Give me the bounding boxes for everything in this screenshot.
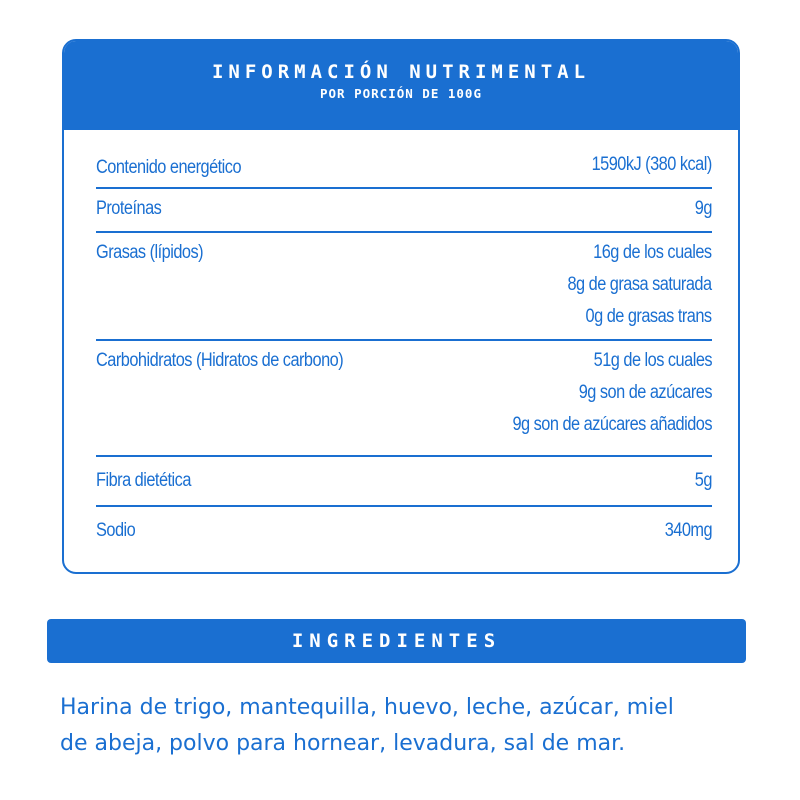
row-label: Sodio bbox=[96, 520, 136, 541]
ingredients-header bbox=[47, 619, 746, 663]
row-value: 9g bbox=[694, 198, 712, 219]
row-label: Grasas (lípidos) bbox=[96, 242, 204, 263]
row-label: Contenido energético bbox=[96, 157, 242, 178]
row-value: 9g son de azúcares añadidos bbox=[512, 414, 712, 435]
nutrition-row-protein bbox=[96, 189, 712, 233]
ingredients-text bbox=[60, 690, 760, 762]
row-value: 5g bbox=[694, 470, 712, 491]
nutrition-row-sodium bbox=[96, 507, 712, 557]
row-value: 0g de grasas trans bbox=[585, 306, 712, 327]
ingredients-line-1: Harina de trigo, mantequilla, huevo, leche, azúcar, miel bbox=[60, 695, 674, 720]
row-value: 8g de grasa saturada bbox=[567, 274, 712, 295]
row-value: 51g de los cuales bbox=[593, 350, 712, 371]
row-value: 340mg bbox=[664, 520, 712, 541]
nutrition-row-fat bbox=[96, 233, 712, 341]
nutrition-panel bbox=[62, 39, 740, 574]
nutrition-header bbox=[64, 41, 738, 130]
ingredients-title: INGREDIENTES bbox=[291, 630, 502, 652]
nutrition-row-fiber bbox=[96, 457, 712, 507]
nutrition-title: INFORMACIÓN NUTRIMENTAL bbox=[211, 61, 591, 83]
row-value: 1590kJ (380 kcal) bbox=[591, 154, 712, 175]
row-label: Proteínas bbox=[96, 198, 162, 219]
nutrition-table bbox=[96, 130, 712, 557]
nutrition-row-energy bbox=[96, 130, 712, 189]
nutrition-subtitle: POR PORCIÓN DE 100G bbox=[320, 86, 482, 101]
row-value: 9g son de azúcares bbox=[578, 382, 712, 403]
row-value: 16g de los cuales bbox=[593, 242, 712, 263]
row-label: Carbohidratos (Hidratos de carbono) bbox=[96, 350, 344, 371]
row-label: Fibra dietética bbox=[96, 470, 191, 491]
ingredients-line-2: de abeja, polvo para hornear, levadura, sal de mar. bbox=[60, 731, 626, 756]
nutrition-row-carbs bbox=[96, 341, 712, 457]
